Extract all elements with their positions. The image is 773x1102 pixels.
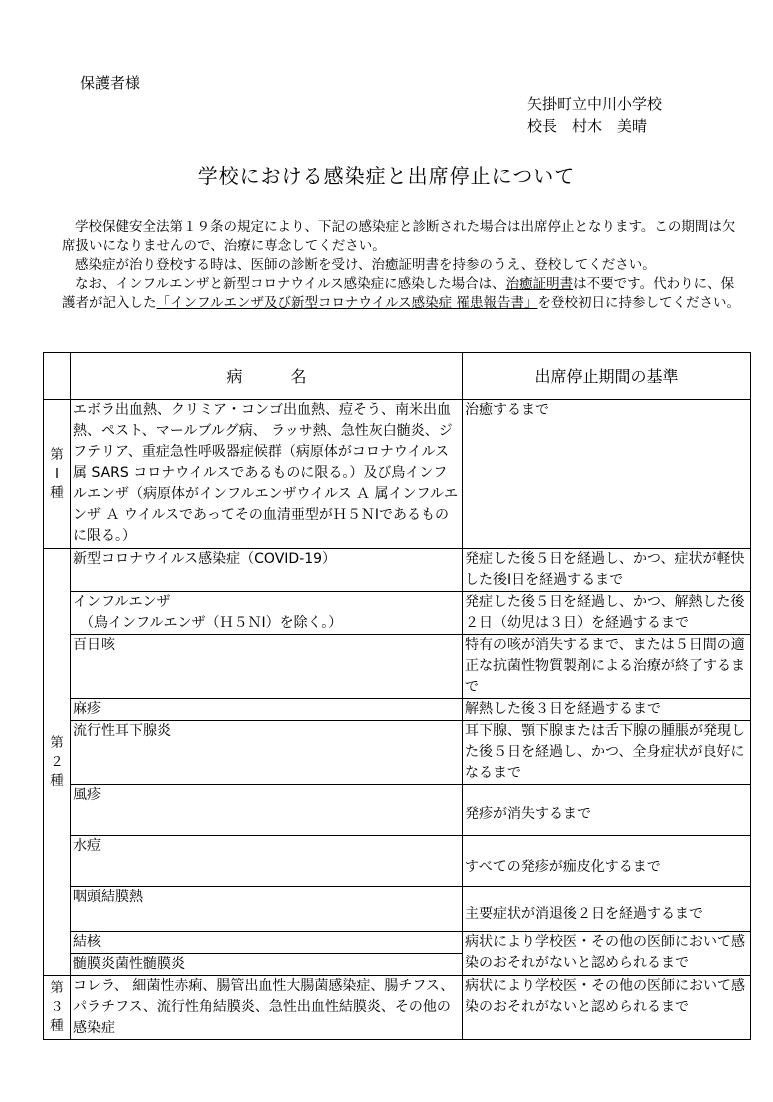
disease-influenza: インフルエンザ （鳥インフルエンザ（Ｈ５ＮⅠ）を除く。） bbox=[71, 592, 463, 635]
criteria-rubella: 発疹が消失するまで bbox=[463, 785, 751, 836]
criteria-covid: 発症した後５日を経過し、かつ、症状が軽快した後Ⅰ日を経過するまで bbox=[463, 549, 751, 592]
disease-tuberculosis: 結核 bbox=[71, 932, 463, 954]
intro-p3-underlined-2: 「インフルエンザ及び新型コロナウイルス感染症 罹患報告書」 bbox=[156, 295, 538, 311]
table-header-row bbox=[44, 353, 751, 400]
criteria-pharyngoconjunctival-fever: 主要症状が消退後２日を経過するまで bbox=[463, 887, 751, 932]
table-row bbox=[44, 785, 751, 836]
intro-paragraph-2 bbox=[62, 256, 742, 275]
category-2: 第 ２ 種 bbox=[44, 549, 71, 976]
criteria-varicella: すべての発疹が痂皮化するまで bbox=[463, 836, 751, 887]
recipient: 保護者様 bbox=[80, 74, 141, 92]
intro-p2-a: 感染症が治り登校する時は、医師の診断を受け、 bbox=[75, 257, 372, 273]
table-row bbox=[44, 549, 751, 592]
intro-p3-e: を登校初日に持参してください。 bbox=[537, 295, 740, 311]
disease-pharyngoconjunctival-fever: 咽頭結膜熱 bbox=[71, 887, 463, 932]
table-row-cat1 bbox=[44, 400, 751, 549]
header-disease: 病 名 bbox=[71, 353, 463, 400]
table-row bbox=[44, 932, 751, 954]
table-row bbox=[44, 592, 751, 635]
intro-paragraph-3 bbox=[62, 275, 742, 313]
table-row bbox=[44, 836, 751, 887]
disease-covid: 新型コロナウイルス感染症（COVID-19） bbox=[71, 549, 463, 592]
criteria-pertussis: 特有の咳が消失するまで、または５日間の適正な抗菌性物質製剤による治療が終了するまで bbox=[463, 635, 751, 699]
intro-p3-underlined-1: 治癒証明書 bbox=[505, 276, 574, 292]
table-row bbox=[44, 699, 751, 721]
disease-varicella: 水痘 bbox=[71, 836, 463, 887]
category-3: 第 ３ 種 bbox=[44, 976, 71, 1040]
criteria-tuberculosis-meningitis: 病状により学校医・その他の医師において感染のおそれがないと認められるまで bbox=[463, 932, 751, 976]
principal-name: 校長 村木 美晴 bbox=[527, 117, 648, 135]
cat3-criteria: 病状により学校医・その他の医師において感染のおそれがないと認められるまで bbox=[463, 976, 751, 1040]
disease-measles: 麻疹 bbox=[71, 699, 463, 721]
criteria-influenza: 発症した後５日を経過し、かつ、解熱した後２日（幼児は３日）を経過するまで bbox=[463, 592, 751, 635]
document-title: 学校における感染症と出席停止について bbox=[197, 164, 576, 188]
intro-p2-c: を持参のうえ、登校してください。 bbox=[438, 257, 656, 273]
disease-mumps: 流行性耳下腺炎 bbox=[71, 721, 463, 785]
table-row bbox=[44, 887, 751, 932]
table-row-cat3 bbox=[44, 976, 751, 1040]
table-row bbox=[44, 721, 751, 785]
header-criteria: 出席停止期間の基準 bbox=[463, 353, 751, 400]
header-category-cell bbox=[44, 353, 71, 400]
disease-pertussis: 百日咳 bbox=[71, 635, 463, 699]
intro-paragraph-1: 学校保健安全法第１９条の規定により、下記の感染症と診断された場合は出席停止となります。この期間は欠席扱いになりませんので、治療に専念してください。 bbox=[62, 219, 736, 254]
cat3-diseases: コレラ、 細菌性赤痢、腸管出血性大腸菌感染症、腸チフス、パラチフス、流行性角結膜炎、急性出血性結膜炎、その他の感染症 bbox=[71, 976, 463, 1040]
intro-text bbox=[62, 218, 742, 313]
school-name: 矢掛町立中川小学校 bbox=[527, 95, 663, 113]
criteria-measles: 解熱した後３日を経過するまで bbox=[463, 699, 751, 721]
disease-table bbox=[43, 352, 751, 1040]
table-row bbox=[44, 635, 751, 699]
criteria-mumps: 耳下腺、顎下腺または舌下腺の腫脹が発現した後５日を経過し、かつ、全身症状が良好になるまで bbox=[463, 721, 751, 785]
intro-p2-underlined: 治癒証明書 bbox=[371, 257, 439, 273]
cat1-diseases: エボラ出血熱、クリミア・コンゴ出血熱、痘そう、南米出血熱、ペスト、マールブルグ病、 ラッサ熱、急性灰白髄炎、ジフテリア、重症急性呼吸器症候群（病原体がコロナウイルス属 SARS コロナウイルスであるものに限る。）及び鳥インフルエンザ（病原体がインフルエンザウイルス Ａ 属インフルエンザ Ａ ウイルスであってその血清亜型がＨ５ＮⅠであるものに限る。） bbox=[71, 400, 463, 549]
cat1-criteria: 治癒するまで bbox=[463, 400, 751, 549]
school-info bbox=[527, 93, 662, 137]
disease-rubella: 風疹 bbox=[71, 785, 463, 836]
intro-p3-c: は不要です。代わりに、保護者が記入した bbox=[62, 276, 735, 311]
intro-p3-a: なお、インフルエンザと新型コロナウイルス感染症に感染した場合は、 bbox=[75, 276, 506, 292]
disease-meningococcal-meningitis: 髄膜炎菌性髄膜炎 bbox=[71, 954, 463, 976]
category-1: 第 Ⅰ 種 bbox=[44, 400, 71, 549]
